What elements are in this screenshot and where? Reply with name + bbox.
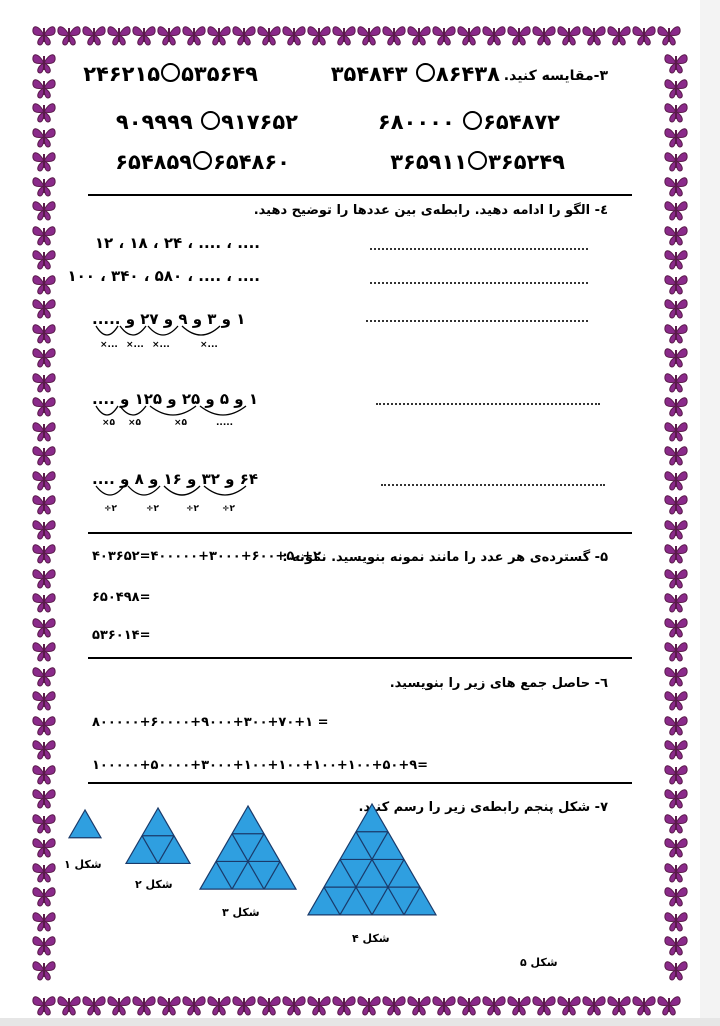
q5-example: ۴۰۳۶۵۲=۴۰۰۰۰۰+۳۰۰۰+۶۰۰+۵۰+۲: [92, 549, 322, 564]
sequence-arc: [164, 486, 200, 495]
sequence-arc: [204, 486, 246, 495]
q4-sequence-2: ۱۰۰ ، ۳۴۰ ، ۵۸۰ ، .... ، ....: [67, 267, 260, 285]
sequence-arc: [200, 406, 246, 415]
triangle-grid-1: [69, 810, 101, 838]
q4-sequence-5: ۶۴ و ۳۲ و ۱۶ و ۸ و ....: [92, 470, 258, 488]
sequence-arc: [96, 406, 118, 415]
operator-label: ×۵: [128, 418, 142, 428]
q4-sequence-4: ۱ و ۵ و ۲۵ و ۱۲۵ و ....: [92, 390, 258, 408]
operator-label: ÷۲: [186, 504, 200, 514]
triangle-grid-2: [126, 808, 190, 863]
q3-compare-2-left: ۹۰۹۹۹۹ ۹۱۷۶۵۲: [115, 110, 298, 134]
q6-expression-2: ۱۰۰۰۰۰+۵۰۰۰۰+۳۰۰۰+۱۰۰+۱۰۰+۱۰۰+۱۰۰+۵۰+۹=: [92, 758, 429, 773]
operator-label: ÷۲: [222, 504, 236, 514]
operator-label: ÷۲: [104, 504, 118, 514]
operator-label: ÷۲: [146, 504, 160, 514]
figure-2-label: شکل ۲: [135, 878, 173, 891]
q7-title: ۷- شکل پنجم رابطه‌ی زیر را رسم کنید.: [358, 800, 608, 815]
sequence-arc: [128, 486, 160, 495]
sequence-arc: [96, 486, 124, 495]
q3-compare-3-left: ۶۵۴۸۵۹ ۶۵۴۸۶۰: [115, 150, 290, 174]
q6-expression-1: ۸۰۰۰۰۰+۶۰۰۰۰+۹۰۰۰+۳۰۰+۷۰+۱ =: [92, 715, 329, 730]
sequence-arc: [96, 326, 118, 335]
figure-5-label: شکل ۵: [520, 956, 558, 969]
sequence-arc: [120, 326, 146, 335]
q5-item-2: ۵۳۶۰۱۴=: [92, 628, 151, 643]
operator-label: ×...: [126, 340, 144, 350]
sequence-arc: [148, 326, 178, 335]
q3-compare-3-right: ۳۶۵۹۱۱ ۳۶۵۲۴۹: [390, 150, 565, 174]
q5-title: ۵- گسترده‌ی هر عدد را مانند نمونه بنویسید. نمونه :: [282, 550, 608, 565]
sequence-arc: [120, 406, 146, 415]
q4-sequence-3: ۱ و ۳ و ۹ و ۲۷ و .....: [92, 310, 246, 328]
triangle-grid-3: [200, 806, 296, 889]
page-edge-bottom: [0, 1018, 720, 1026]
operator-label: ×۵: [174, 418, 188, 428]
q3-compare-2-right: ۶۸۰۰۰۰ ۶۵۴۸۷۲: [377, 110, 560, 134]
q3-title: ۳-مقایسه کنید.: [503, 68, 608, 84]
q4-sequence-1: ۱۲ ، ۱۸ ، ۲۴ ، .... ، ....: [94, 234, 260, 252]
figure-1-label: شکل ۱: [64, 858, 102, 871]
q3-compare-1-right: ۳۵۴۸۴۳ ۸۶۴۳۸: [330, 62, 500, 86]
sequence-arc: [182, 326, 220, 335]
q5-item-1: ۶۵۰۴۹۸=: [92, 590, 151, 605]
q3-compare-1-left: ۲۴۶۲۱۵ ۵۳۵۶۴۹: [83, 62, 258, 86]
operator-label: ×...: [152, 340, 170, 350]
q4-title: ٤- الگو را ادامه دهید. رابطه‌ی بین عددها را توضیح دهید.: [253, 203, 608, 218]
figure-4-label: شکل ۴: [352, 932, 390, 945]
q6-title: ٦- حاصل جمع های زیر را بنویسید.: [389, 676, 608, 691]
operator-label: ×۵: [102, 418, 116, 428]
operator-label: ×...: [100, 340, 118, 350]
figure-3-label: شکل ۳: [222, 906, 260, 919]
triangle-grid-4: [308, 804, 436, 915]
operator-label: .....: [216, 418, 234, 428]
page-edge-right: [700, 0, 720, 1018]
operator-label: ×...: [200, 340, 218, 350]
sequence-arc: [150, 406, 196, 415]
